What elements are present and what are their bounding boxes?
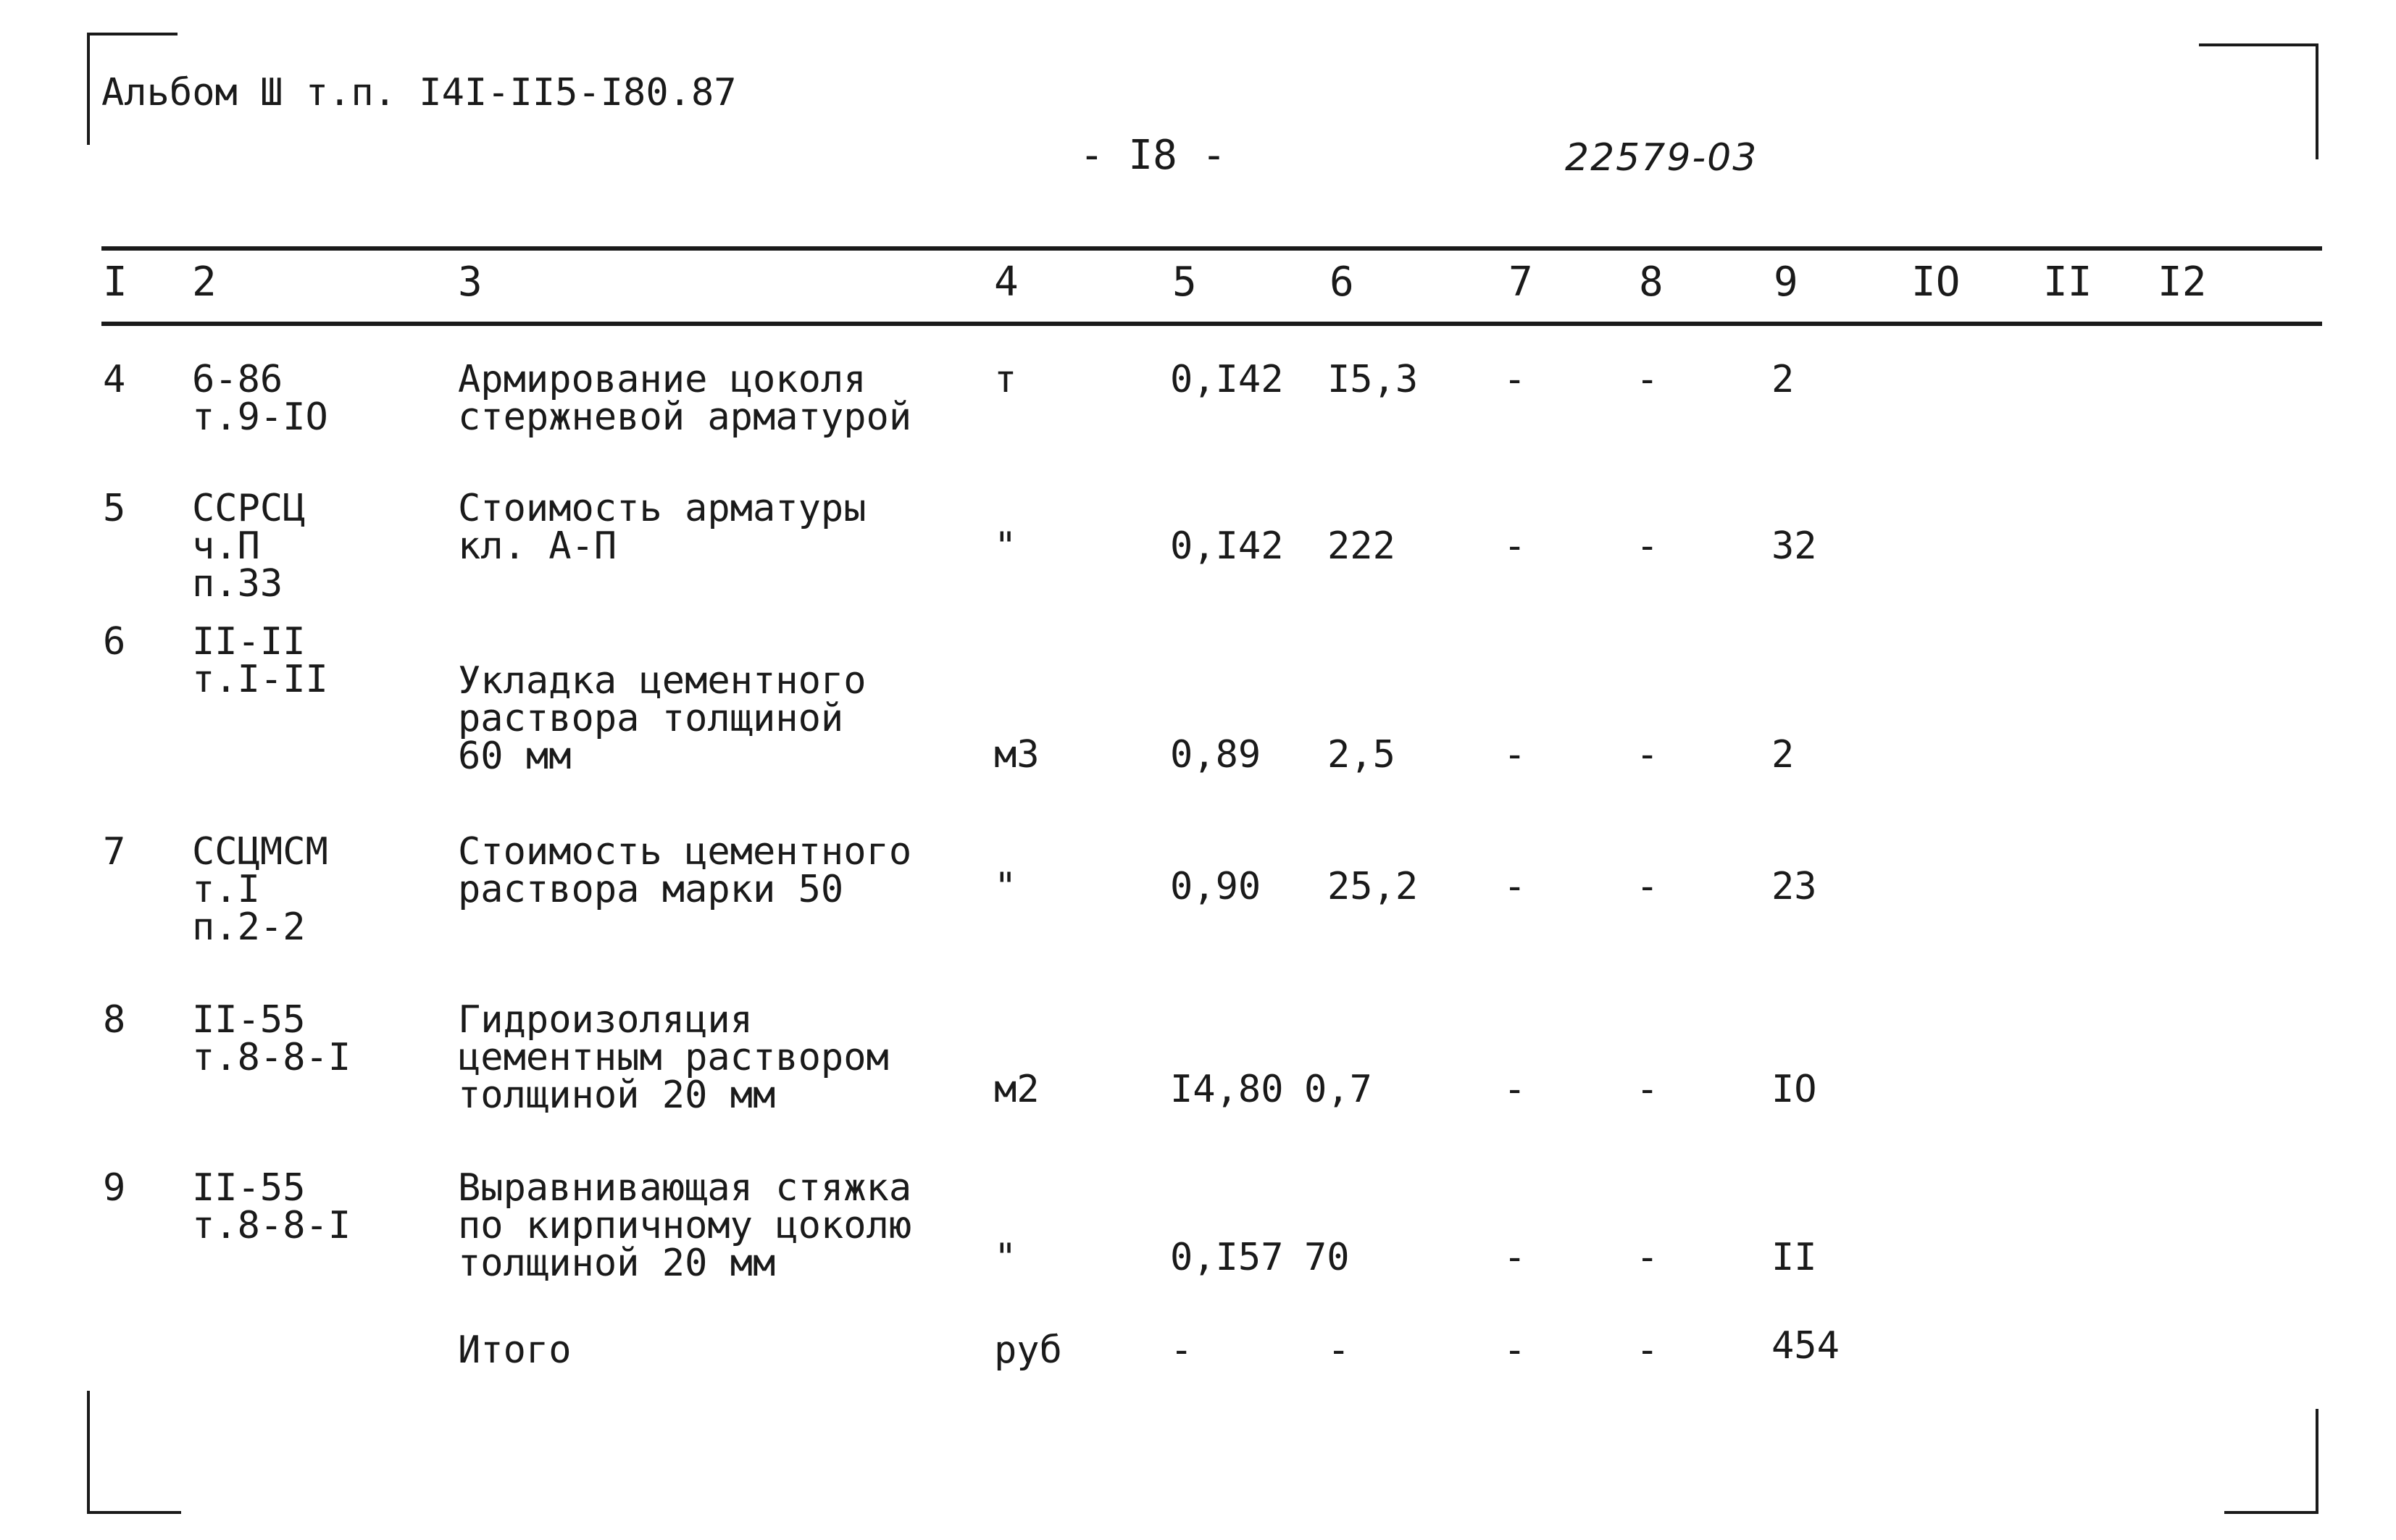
column-header: 6	[1330, 259, 1354, 306]
work-description: Армирование цоколя стержневой арматурой	[458, 358, 912, 439]
col-7-value: -	[1503, 1236, 1527, 1279]
col-8-value: -	[1636, 1068, 1659, 1111]
unit: м3	[994, 733, 1040, 777]
album-title: Альбом Ш т.п. I4I-II5-I80.87	[101, 71, 737, 114]
total-cost: 2	[1771, 733, 1795, 777]
col-7-value: -	[1503, 358, 1527, 401]
column-header: IO	[1911, 259, 1961, 306]
column-header: 5	[1172, 259, 1197, 306]
work-description: Стоимость арматуры кл. А-П	[458, 487, 867, 568]
unit-price: I5,3	[1327, 358, 1419, 401]
table-header-rule	[101, 322, 2322, 326]
total-cost: 2	[1771, 358, 1795, 401]
work-description: Укладка цементного раствора толщиной 60 мм	[458, 659, 867, 778]
quantity: 0,I42	[1170, 358, 1284, 401]
total-price: -	[1327, 1328, 1351, 1372]
corner-mark-bottom-left	[87, 1511, 181, 1514]
unit-price: 70	[1304, 1236, 1350, 1279]
unit: т	[994, 358, 1017, 401]
corner-mark-top-left	[87, 33, 178, 35]
row-number: 7	[103, 830, 126, 874]
column-header: 8	[1639, 259, 1664, 306]
col-8-value: -	[1636, 358, 1659, 401]
total-cost: II	[1771, 1236, 1817, 1279]
total-col-7: -	[1503, 1328, 1527, 1372]
row-number: 8	[103, 998, 126, 1042]
norm-code: 6-86 т.9-IO	[192, 358, 328, 439]
row-number: 5	[103, 487, 126, 530]
col-7-value: -	[1503, 865, 1527, 908]
total-cost: 23	[1771, 865, 1817, 908]
total-unit: руб	[994, 1328, 1062, 1372]
document-number: 22579-03	[1565, 136, 1758, 180]
quantity: 0,I57	[1170, 1236, 1284, 1279]
work-description: Стоимость цементного раствора марки 50	[458, 830, 912, 911]
column-header: 2	[192, 259, 217, 306]
total-col-8: -	[1636, 1328, 1659, 1372]
quantity: 0,90	[1170, 865, 1261, 908]
col-7-value: -	[1503, 524, 1527, 568]
col-8-value: -	[1636, 1236, 1659, 1279]
column-header: 7	[1508, 259, 1533, 306]
column-header: II	[2043, 259, 2092, 306]
quantity: I4,80	[1170, 1068, 1284, 1111]
column-header: 9	[1774, 259, 1798, 306]
total-cost: 32	[1771, 524, 1817, 568]
col-8-value: -	[1636, 524, 1659, 568]
column-header: I	[103, 259, 128, 306]
unit-price: 0,7	[1304, 1068, 1372, 1111]
unit: м2	[994, 1068, 1040, 1111]
corner-mark-top-left	[87, 33, 90, 145]
row-number: 9	[103, 1166, 126, 1210]
total-label: Итого	[458, 1328, 572, 1372]
norm-code: II-55 т.8-8-I	[192, 998, 351, 1079]
unit: "	[994, 524, 1017, 568]
corner-mark-top-right	[2199, 43, 2318, 46]
col-7-value: -	[1503, 1068, 1527, 1111]
unit-price: 2,5	[1327, 733, 1395, 777]
col-8-value: -	[1636, 733, 1659, 777]
unit: "	[994, 1236, 1017, 1279]
row-number: 6	[103, 620, 126, 664]
column-header: I2	[2158, 259, 2207, 306]
corner-mark-top-right	[2316, 43, 2318, 159]
work-description: Гидроизоляция цементным раствором толщиной 20 мм	[458, 998, 889, 1117]
total-cost: IO	[1771, 1068, 1817, 1111]
total-quantity: -	[1170, 1328, 1193, 1372]
total-sum: 454	[1771, 1324, 1840, 1368]
norm-code: ССРСЦ ч.П п.33	[192, 487, 306, 606]
norm-code: II-II т.I-II	[192, 620, 328, 701]
column-header: 3	[458, 259, 483, 306]
row-number: 4	[103, 358, 126, 401]
col-8-value: -	[1636, 865, 1659, 908]
col-7-value: -	[1503, 733, 1527, 777]
quantity: 0,I42	[1170, 524, 1284, 568]
norm-code: II-55 т.8-8-I	[192, 1166, 351, 1247]
column-header: 4	[994, 259, 1019, 306]
work-description: Выравнивающая стяжка по кирпичному цоколю толщиной 20 мм	[458, 1166, 912, 1285]
page-number: - I8 -	[1080, 132, 1227, 179]
norm-code: ССЦМСМ т.I п.2-2	[192, 830, 328, 949]
unit: "	[994, 865, 1017, 908]
corner-mark-bottom-right	[2316, 1409, 2318, 1514]
table-top-rule	[101, 246, 2322, 251]
corner-mark-bottom-left	[87, 1391, 90, 1514]
quantity: 0,89	[1170, 733, 1261, 777]
corner-mark-bottom-right	[2224, 1511, 2318, 1514]
unit-price: 25,2	[1327, 865, 1419, 908]
unit-price: 222	[1327, 524, 1395, 568]
